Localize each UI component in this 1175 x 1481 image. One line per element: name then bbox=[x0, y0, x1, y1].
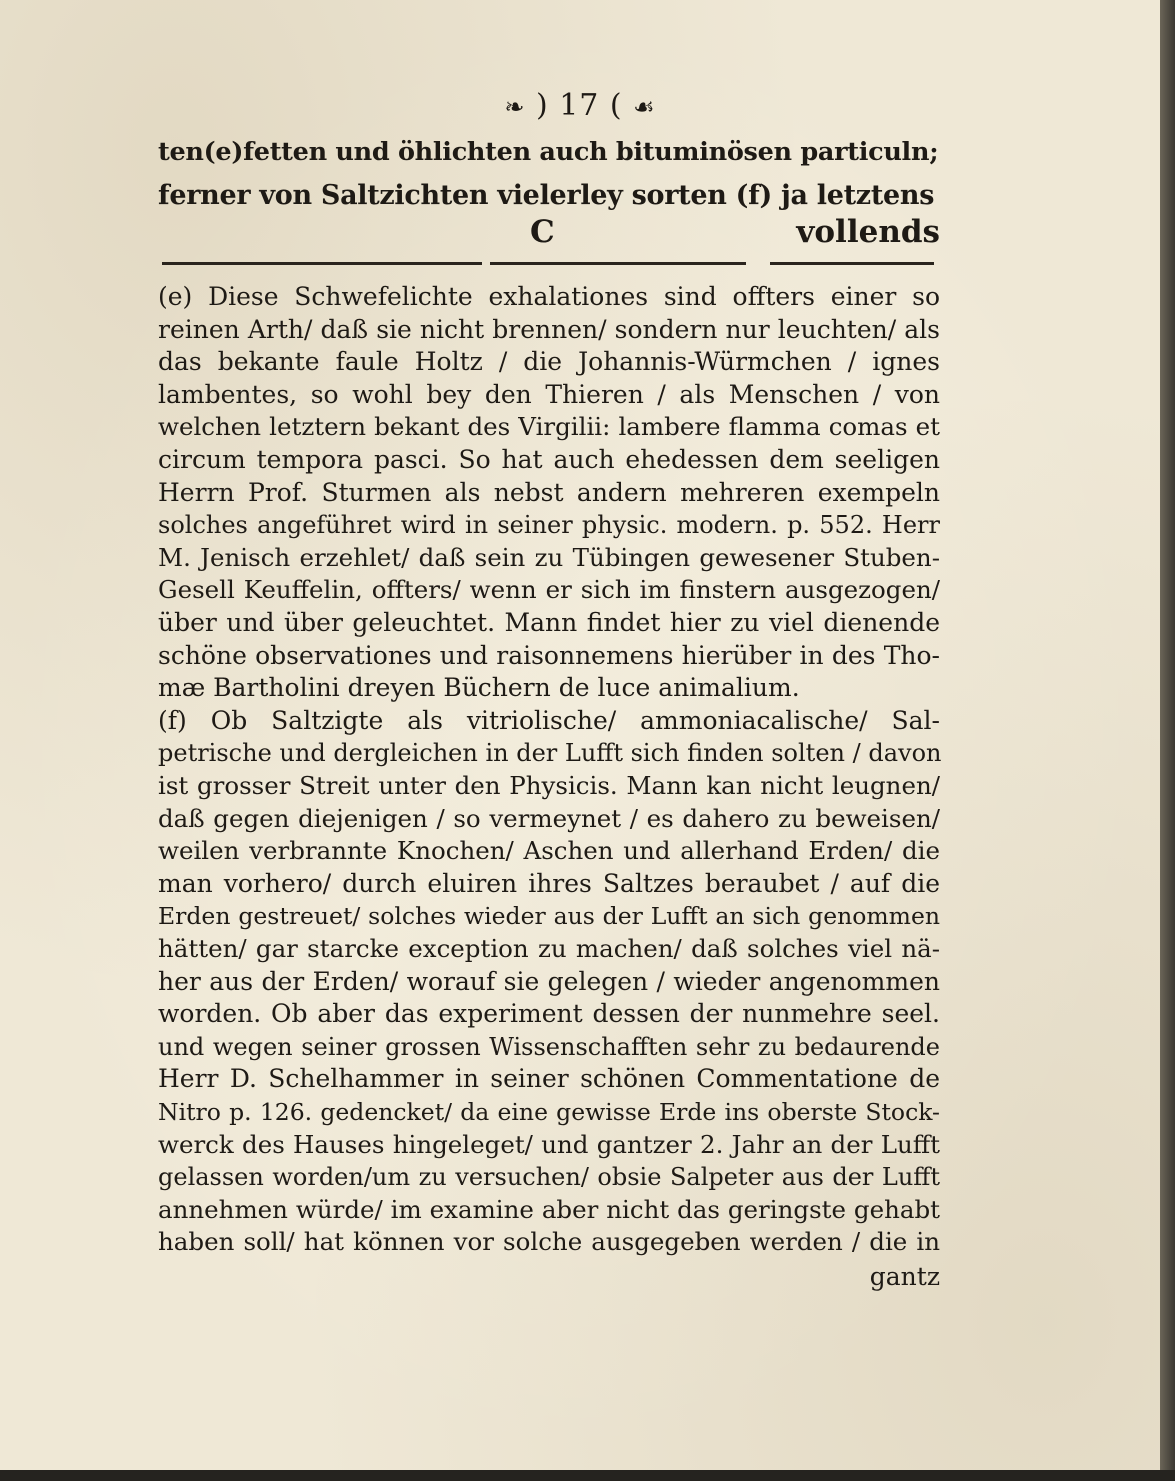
footnote-line: hätten/ gar starcke exception zu machen/ daß solches viel nä- bbox=[158, 934, 940, 963]
scan-border bbox=[0, 1470, 1175, 1481]
footnote-line: Nitro p. 126. gedencket/ da eine gewisse Erde ins oberste Stock- bbox=[158, 1098, 940, 1126]
footnote-line: welchen letztern bekant des Virgilii: lambere flamma comas et bbox=[158, 412, 940, 442]
catchword-footnote: gantz bbox=[869, 1262, 940, 1291]
page-number-text: ) 17 ( bbox=[535, 88, 623, 123]
footnote-line: annehmen würde/ im examine aber nicht das geringste gehabt bbox=[158, 1194, 940, 1224]
footnote-line: weilen verbrannte Knochen/ Aschen und allerhand Erden/ die bbox=[158, 836, 940, 866]
footnote-line: schöne observationes und raisonnemens hierüber in des Tho- bbox=[158, 640, 940, 670]
footnote-line: daß gegen diejenigen / so vermeynet / es dahero zu beweisen/ bbox=[158, 803, 940, 833]
footnote-line: circum tempora pasci. So hat auch ehedessen dem seeligen bbox=[158, 445, 940, 474]
footnote-line: her aus der Erden/ worauf sie gelegen / wieder angenommen bbox=[158, 966, 940, 996]
footnote-line: (f) Ob Saltzigte als vitriolische/ ammoniacalische/ Sal- bbox=[158, 705, 940, 735]
separator-rule bbox=[490, 262, 746, 265]
signature-row bbox=[158, 214, 940, 258]
footnote-line: Erden gestreuet/ solches wieder aus der Lufft an sich genommen bbox=[158, 902, 940, 931]
book-edge bbox=[1160, 0, 1175, 1481]
footnote-line: gelassen worden/um zu versuchen/ obsie Salpeter aus der Lufft bbox=[158, 1163, 940, 1192]
separator-rule bbox=[162, 262, 482, 265]
footnote-line: Herr D. Schelhammer in seiner schönen Commentatione de bbox=[158, 1064, 940, 1094]
footnote-line: das bekante faule Holtz / die Johannis-Würmchen / ignes bbox=[158, 347, 940, 377]
right-ornament-icon: ☙ bbox=[633, 93, 656, 121]
footnote-line: solches angeführet wird in seiner physic. modern. p. 552. Herr bbox=[158, 511, 940, 540]
footnote-line: mæ Bartholini dreyen Büchern de luce animalium. bbox=[158, 673, 800, 703]
footnote-line: lambentes, so wohl bey den Thieren / als Menschen / von bbox=[158, 379, 940, 409]
page-number bbox=[0, 88, 1160, 123]
footnote-line: (e) Diese Schwefelichte exhalationes sind offters einer so bbox=[158, 282, 940, 311]
footnote-line: über und über geleuchtet. Mann findet hier zu viel dienende bbox=[158, 608, 940, 637]
footnote-line: man vorhero/ durch eluiren ihres Saltzes beraubet / auf die bbox=[158, 868, 940, 898]
signature-mark: C bbox=[530, 214, 555, 250]
footnote-line: M. Jenisch erzehlet/ daß sein zu Tübingen gewesener Stuben- bbox=[158, 542, 940, 572]
main-text-line-1: ten(e)fetten und öhlichten auch bituminösen particuln; bbox=[158, 137, 939, 167]
footnote-line: Gesell Keuffelin, offters/ wenn er sich im finstern ausgezogen/ bbox=[158, 575, 940, 605]
footnote-line: reinen Arth/ daß sie nicht brennen/ sondern nur leuchten/ als bbox=[158, 314, 940, 344]
footnote-line: haben soll/ hat können vor solche ausgegeben werden / die in bbox=[158, 1227, 940, 1257]
left-ornament-icon: ❧ bbox=[504, 93, 526, 121]
main-text-line-2: ferner von Saltzichten vielerley sorten (f) ja letztens bbox=[158, 180, 935, 211]
separator-rule bbox=[770, 262, 934, 265]
footnote-line: werck des Hauses hingeleget/ und gantzer 2. Jahr an der Lufft bbox=[158, 1129, 940, 1159]
catchword-main: vollends bbox=[796, 214, 940, 250]
footnote-line: petrische und dergleichen in der Lufft sich finden solten / davon bbox=[158, 739, 942, 768]
footnote-line: und wegen seiner grossen Wissenschafften sehr zu bedaurende bbox=[158, 1032, 940, 1061]
footnote-line: worden. Ob aber das experiment dessen der nunmehre seel. bbox=[158, 999, 940, 1029]
footnote-line: Herrn Prof. Sturmen als nebst andern mehreren exempeln bbox=[158, 477, 940, 507]
footnote-line: ist grosser Streit unter den Physicis. Mann kan nicht leugnen/ bbox=[158, 771, 940, 800]
